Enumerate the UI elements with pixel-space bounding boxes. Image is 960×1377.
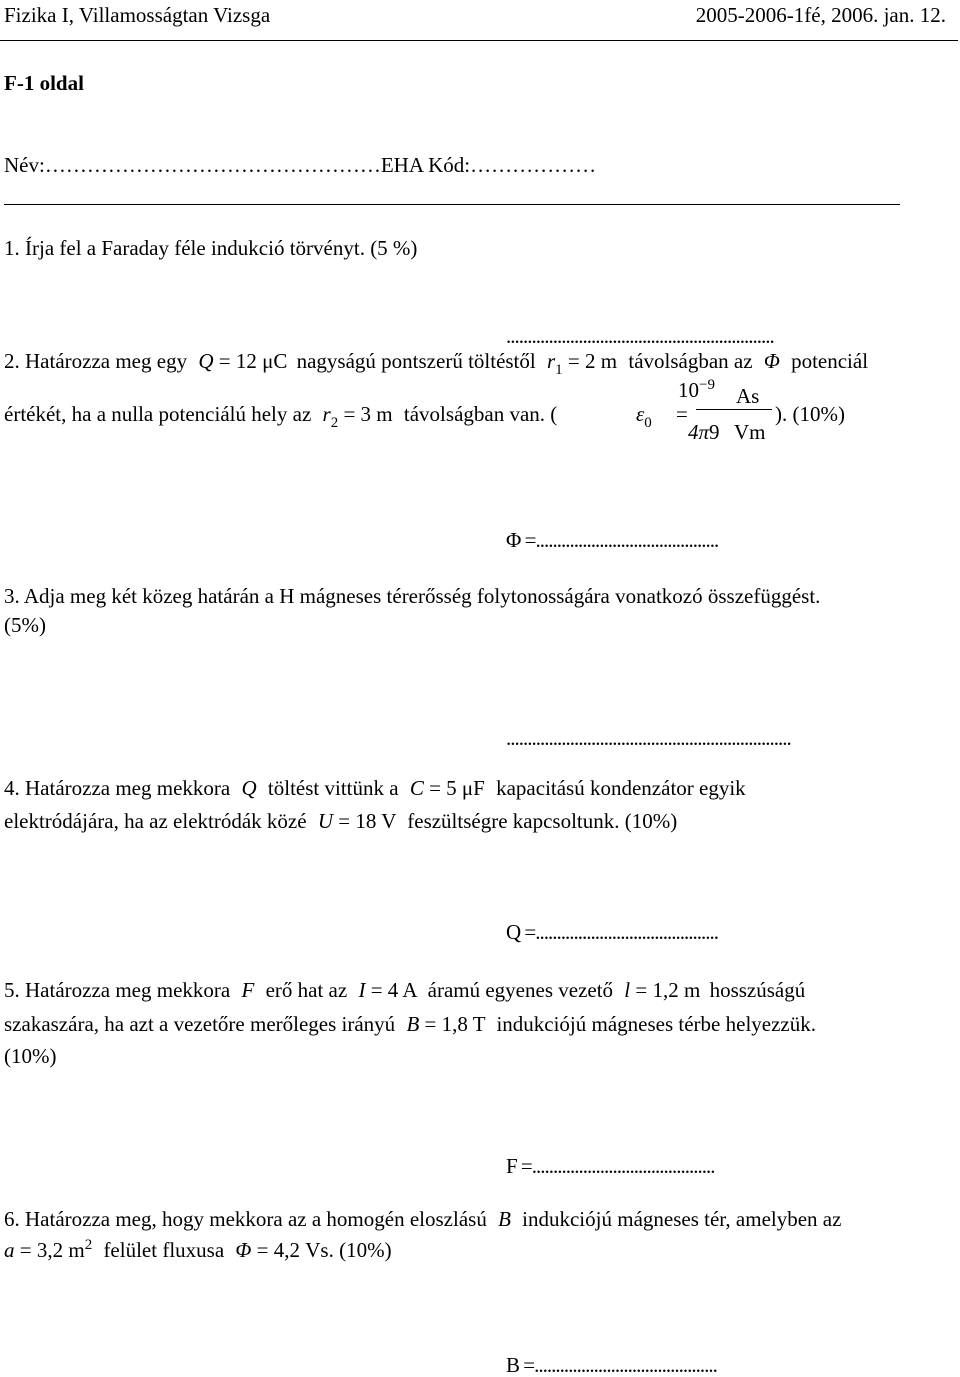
fraction-2-numerator: As xyxy=(736,384,760,408)
question-6-line-1: 6. Határozza meg, hogy mekkora az a homogén eloszlású B indukciójú mágneses tér, amelyben az xyxy=(4,1207,842,1231)
question-3-line-2: (5%) xyxy=(4,613,46,637)
answer-5: F =........................................... xyxy=(506,1154,715,1178)
answer-3: ................................................................... xyxy=(506,726,791,750)
question-5-line-2: szakaszára, ha azt a vezetőre merőleges irányú B = 1,8 T indukciójú mágneses térbe helyezzük. xyxy=(4,1012,816,1036)
question-5-line-3: (10%) xyxy=(4,1044,57,1068)
name-line xyxy=(4,153,596,177)
name-rule xyxy=(4,204,900,205)
answer-4: Q =........................................... xyxy=(506,920,719,944)
answer-1: ............................................................... xyxy=(506,324,774,348)
question-3-line-1: 3. Adja meg két közeg határán a H mágneses térerősség folytonosságára vonatkozó összefüggést. xyxy=(4,584,821,608)
question-1: 1. Írja fel a Faraday féle indukció törvényt. (5 %) xyxy=(4,236,418,260)
eha-label: EHA Kód: xyxy=(380,153,471,177)
header-title: Fizika I, Villamosságtan Vizsga xyxy=(4,3,271,27)
header-date: 2005-2006-1fé, 2006. jan. 12. xyxy=(695,3,946,27)
question-2-weight: ). (10%) xyxy=(775,402,845,426)
fraction-1-bar xyxy=(696,409,732,410)
fraction-2-bar xyxy=(732,409,772,410)
question-5-line-1: 5. Határozza meg mekkora F erő hat az I = 4 A áramú egyenes vezető l = 1,2 m hosszúságú xyxy=(4,978,806,1002)
answer-6: B =........................................... xyxy=(506,1353,717,1377)
fraction-1-denominator: 4π9 xyxy=(688,420,720,444)
question-2-line-1: 2. Határozza meg egy Q = 12 μC nagyságú pontszerű töltéstől $r_1 = 2$ m távolságban az Φ potenciál xyxy=(4,349,869,378)
question-4-line-1: 4. Határozza meg mekkora Q töltést vittünk a C = 5 μF kapacitású kondenzátor egyik xyxy=(4,776,746,800)
name-dots: ………………………………………… xyxy=(44,153,381,177)
question-6-line-2: a = 3,2 $m^2$ felület fluxusa Φ = 4,2 Vs. (10%) xyxy=(4,1237,392,1262)
header-rule xyxy=(0,40,958,41)
fraction-2-denominator: Vm xyxy=(734,420,766,444)
answer-2: Φ =........................................... xyxy=(506,528,719,552)
page-label: F-1 oldal xyxy=(4,71,84,95)
question-2-line-2: értékét, ha a nulla potenciálú hely az $r_2 = 3$ m távolságban van. ( xyxy=(4,402,558,431)
equals-sign: = xyxy=(676,402,688,426)
eha-dots: ……………… xyxy=(470,153,597,177)
fraction-1-numerator: $10^{-9}$ xyxy=(678,377,715,402)
question-4-line-2: elektródájára, ha az elektródák közé U = 18 V feszültségre kapcsoltunk. (10%) xyxy=(4,809,678,833)
name-label: Név: xyxy=(4,153,45,177)
epsilon-symbol: $\varepsilon_0$ xyxy=(636,402,652,431)
